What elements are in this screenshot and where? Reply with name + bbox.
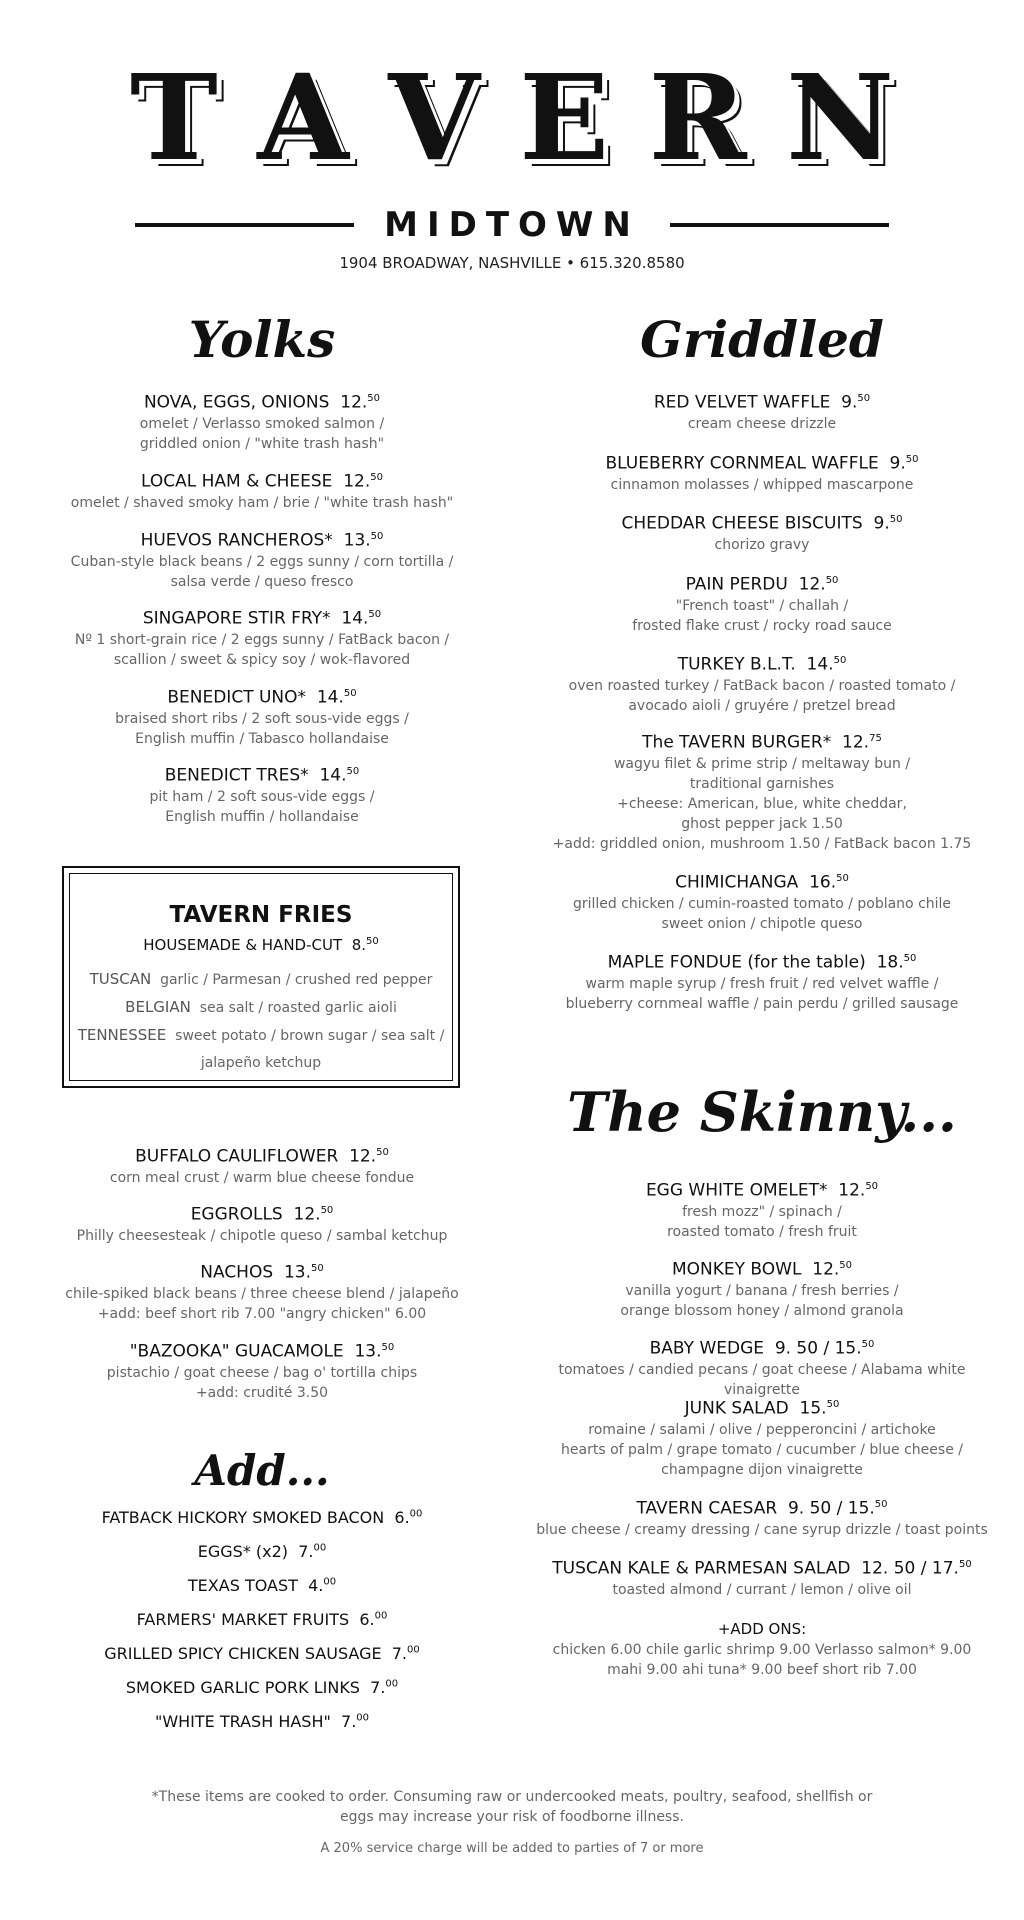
add-item <box>22 1712 502 1731</box>
item-description: +add: crudité 3.50 <box>195 1384 329 1401</box>
menu-item <box>522 1255 1002 1321</box>
item-name: BUFFALO CAULIFLOWER <box>135 1146 339 1167</box>
fries-extra-line: jalapeño ketchup <box>200 1055 322 1071</box>
item-description: griddled onion / "white trash hash" <box>139 435 385 452</box>
menu-item <box>22 604 502 670</box>
item-name: BABY WEDGE <box>649 1338 764 1359</box>
menu-item <box>522 728 1002 854</box>
item-price-cents: 75 <box>869 733 882 744</box>
item-name: CHIMICHANGA <box>675 872 799 893</box>
item-price: 9. <box>873 513 890 534</box>
item-price-cents: 50 <box>857 393 871 404</box>
menu-item <box>22 467 502 513</box>
item-price: 6. <box>394 1508 410 1527</box>
item-price-cents: 50 <box>865 1181 879 1192</box>
item-name: EGGROLLS <box>190 1204 283 1225</box>
item-description: Philly cheesesteak / chipotle queso / sambal ketchup <box>76 1227 448 1244</box>
menu-item <box>522 1334 1002 1400</box>
item-description: cream cheese drizzle <box>687 415 837 432</box>
item-description: orange blossom honey / almond granola <box>620 1302 904 1319</box>
item-price-cents: 00 <box>407 1644 420 1656</box>
item-description: cinnamon molasses / whipped mascarpone <box>610 476 914 493</box>
menu-item <box>22 1258 502 1324</box>
logo-letter: E <box>519 48 610 187</box>
item-description: Nº 1 short-grain rice / 2 eggs sunny / FatBack bacon / <box>74 631 450 648</box>
menu-item <box>22 683 502 749</box>
item-price: 12. <box>349 1146 377 1167</box>
add-item <box>22 1610 502 1629</box>
menu-item <box>522 1494 1002 1540</box>
item-name: MONKEY BOWL <box>671 1259 802 1280</box>
item-price-cents: 00 <box>409 1508 423 1520</box>
item-name: PAIN PERDU <box>685 574 788 595</box>
item-name: "BAZOOKA" GUACAMOLE <box>129 1341 344 1362</box>
item-price-cents: 50 <box>903 953 917 964</box>
item-name: NACHOS <box>200 1262 274 1283</box>
fries-style-name: BELGIAN <box>125 998 191 1016</box>
item-price-cents: 50 <box>833 655 847 666</box>
item-description: roasted tomato / fresh fruit <box>667 1223 857 1240</box>
restaurant-address: 1904 BROADWAY, NASHVILLE • 615.320.8580 <box>339 254 685 272</box>
item-price-cents: 50 <box>381 1342 395 1353</box>
menu-item <box>22 388 502 454</box>
menu-item <box>22 761 502 827</box>
item-price-cents: 50 <box>905 454 919 465</box>
item-price: 12. 50 / 17. <box>861 1558 959 1579</box>
item-price: 12. <box>798 574 826 595</box>
menu-item <box>22 1337 502 1403</box>
menu-item <box>22 1200 502 1246</box>
item-description: +add: beef short rib 7.00 "angry chicken" 6.00 <box>97 1305 427 1322</box>
item-price-cents: 50 <box>874 1499 888 1510</box>
addons-line: mahi 9.00 ahi tuna* 9.00 beef short rib 7.00 <box>607 1662 917 1678</box>
fries-style-desc: sweet potato / brown sugar / sea salt / <box>175 1028 445 1044</box>
item-price-cents: 50 <box>958 1559 972 1570</box>
item-price: 14. <box>341 608 369 629</box>
item-price: 9. 50 / 15. <box>787 1498 875 1519</box>
item-description: romaine / salami / olive / pepperoncini / artichoke <box>588 1421 936 1438</box>
item-description: chorizo gravy <box>714 536 810 553</box>
item-description: pistachio / goat cheese / bag o' tortilla chips <box>106 1364 418 1381</box>
item-description: champagne dijon vinaigrette <box>661 1461 863 1478</box>
item-price: 15. <box>799 1398 827 1419</box>
item-name: GRILLED SPICY CHICKEN SAUSAGE <box>104 1644 382 1663</box>
item-price-cents: 50 <box>836 873 849 884</box>
item-name: SMOKED GARLIC PORK LINKS <box>125 1678 360 1697</box>
logo-letter: R <box>648 48 747 187</box>
item-name: The TAVERN BURGER* <box>642 732 832 753</box>
item-price-cents: 50 <box>839 1260 853 1271</box>
item-price: 14. <box>806 654 834 675</box>
menu-item <box>522 509 1002 555</box>
item-price: 6. <box>359 1610 375 1629</box>
item-price-cents: 50 <box>889 514 903 525</box>
item-name: TURKEY B.L.T. <box>677 654 796 675</box>
item-price-cents: 00 <box>323 1576 337 1588</box>
item-name: EGGS* (x2) <box>197 1542 289 1561</box>
item-price-cents: 50 <box>368 609 382 620</box>
tavern-logo <box>0 48 1024 187</box>
item-price-cents: 50 <box>346 766 360 777</box>
item-price: 7. <box>341 1712 357 1731</box>
item-name: MAPLE FONDUE (for the table) <box>607 952 866 973</box>
addons-block <box>522 1618 1002 1680</box>
add-item <box>22 1644 502 1663</box>
fries-title: TAVERN FRIES <box>169 902 353 928</box>
item-description: blue cheese / creamy dressing / cane syrup drizzle / toast points <box>536 1521 988 1538</box>
logo-subtitle-row <box>135 205 889 245</box>
item-price-cents: 00 <box>385 1678 399 1690</box>
item-price-cents: 50 <box>861 1339 875 1350</box>
item-price: 13. <box>354 1341 382 1362</box>
item-description: avocado aioli / gruyére / pretzel bread <box>628 697 896 714</box>
item-description: vanilla yogurt / banana / fresh berries / <box>625 1282 899 1299</box>
item-name: BENEDICT UNO* <box>167 687 307 708</box>
item-description: chile-spiked black beans / three cheese blend / jalapeño <box>65 1285 459 1302</box>
logo-wordmark <box>130 48 894 187</box>
item-description: "French toast" / challah / <box>675 597 849 614</box>
menu-item <box>522 1176 1002 1242</box>
item-name: BLUEBERRY CORNMEAL WAFFLE <box>605 453 879 474</box>
divider-left <box>135 223 354 227</box>
item-price: 7. <box>391 1644 408 1663</box>
item-name: LOCAL HAM & CHEESE <box>140 471 333 492</box>
section-heading-skinny: The Skinny... <box>567 1080 957 1144</box>
addons-title: +ADD ONS: <box>717 1620 807 1638</box>
item-name: "WHITE TRASH HASH" <box>154 1712 331 1731</box>
menu-item <box>522 388 1002 434</box>
item-description: sweet onion / chipotle queso <box>661 915 863 932</box>
item-description: omelet / shaved smoky ham / brie / "white trash hash" <box>70 494 454 511</box>
item-description: grilled chicken / cumin-roasted tomato / poblano chile <box>572 895 952 912</box>
item-description: toasted almond / currant / lemon / olive oil <box>612 1581 912 1598</box>
item-name: EGG WHITE OMELET* <box>645 1180 828 1201</box>
item-description: pit ham / 2 soft sous-vide eggs / <box>149 788 375 805</box>
fries-style-desc: sea salt / roasted garlic aioli <box>199 1000 397 1016</box>
item-price-cents: 00 <box>374 1610 388 1622</box>
item-name: TUSCAN KALE & PARMESAN SALAD <box>552 1558 851 1579</box>
item-name: RED VELVET WAFFLE <box>653 392 831 413</box>
menu-item <box>22 526 502 592</box>
section-heading-yolks: Yolks <box>188 310 336 369</box>
menu-item <box>522 449 1002 495</box>
menu-item <box>522 1554 1002 1600</box>
item-name: SINGAPORE STIR FRY* <box>142 608 331 629</box>
item-price-cents: 50 <box>370 472 384 483</box>
item-price: 16. <box>809 872 837 893</box>
item-name: FATBACK HICKORY SMOKED BACON <box>101 1508 385 1527</box>
item-price-cents: 50 <box>343 688 357 699</box>
item-description: +add: griddled onion, mushroom 1.50 / FatBack bacon 1.75 <box>552 835 972 852</box>
item-price: 7. <box>370 1678 386 1697</box>
section-heading-add: Add... <box>194 1446 330 1495</box>
fries-price-cents: 50 <box>366 936 379 947</box>
item-price: 12. <box>343 471 371 492</box>
item-description: salsa verde / queso fresco <box>170 573 354 590</box>
item-name: BENEDICT TRES* <box>164 765 309 786</box>
menu-item <box>522 650 1002 716</box>
service-charge-note: A 20% service charge will be added to parties of 7 or more <box>320 1841 704 1856</box>
fries-subtitle: HOUSEMADE & HAND-CUT <box>143 936 343 954</box>
tavern-fries-box <box>62 866 460 1088</box>
item-description: English muffin / Tabasco hollandaise <box>135 730 389 747</box>
item-price: 4. <box>308 1576 324 1595</box>
fries-style-name: TUSCAN <box>89 970 152 988</box>
item-name: FARMERS' MARKET FRUITS <box>136 1610 350 1629</box>
divider-right <box>670 223 889 227</box>
fries-style-row <box>70 1026 452 1045</box>
item-price: 14. <box>319 765 347 786</box>
add-item <box>22 1542 502 1561</box>
menu-item <box>22 1142 502 1188</box>
item-price-cents: 50 <box>376 1147 389 1158</box>
item-price: 12. <box>812 1259 840 1280</box>
item-price-cents: 50 <box>825 575 839 586</box>
item-description: warm maple syrup / fresh fruit / red velvet waffle / <box>585 975 939 992</box>
addons-line: chicken 6.00 chile garlic shrimp 9.00 Verlasso salmon* 9.00 <box>552 1642 972 1658</box>
item-description: traditional garnishes <box>689 775 835 792</box>
item-name: TAVERN CAESAR <box>636 1498 778 1519</box>
item-price-cents: 50 <box>370 531 384 542</box>
item-description: English muffin / hollandaise <box>165 808 359 825</box>
item-description: +cheese: American, blue, white cheddar, <box>617 795 907 812</box>
item-description: omelet / Verlasso smoked salmon / <box>139 415 385 432</box>
tavern-fries-inner-border <box>69 873 453 1081</box>
item-price-cents: 00 <box>313 1542 327 1554</box>
item-price: 18. <box>876 952 904 973</box>
menu-item <box>522 868 1002 934</box>
item-price: 7. <box>298 1542 314 1561</box>
item-description: scallion / sweet & spicy soy / wok-flavored <box>113 651 411 668</box>
item-description: wagyu filet & prime strip / meltaway bun / <box>613 755 911 772</box>
item-description: corn meal crust / warm blue cheese fondue <box>109 1169 415 1186</box>
section-heading-griddled: Griddled <box>640 310 884 369</box>
item-price: 9. <box>841 392 858 413</box>
fries-price: 8. <box>351 936 366 954</box>
item-price: 9. <box>889 453 906 474</box>
item-description: fresh mozz" / spinach / <box>682 1203 842 1220</box>
fries-style-row <box>70 970 452 989</box>
item-name: NOVA, EGGS, ONIONS <box>143 392 330 413</box>
fries-style-row <box>70 998 452 1017</box>
item-price: 14. <box>316 687 344 708</box>
fries-style-name: TENNESSEE <box>77 1026 167 1044</box>
item-name: CHEDDAR CHEESE BISCUITS <box>621 513 863 534</box>
item-description: frosted flake crust / rocky road sauce <box>632 617 892 634</box>
item-price-cents: 50 <box>320 1205 334 1216</box>
item-description: oven roasted turkey / FatBack bacon / roasted tomato / <box>568 677 956 694</box>
item-name: TEXAS TOAST <box>187 1576 298 1595</box>
menu-item <box>522 1394 1002 1480</box>
item-price: 12. <box>340 392 368 413</box>
item-price-cents: 50 <box>311 1263 324 1274</box>
logo-letter: V <box>388 48 480 187</box>
logo-subtitle: MIDTOWN <box>384 205 640 245</box>
allergy-footnote: *These items are cooked to order. Consuming raw or undercooked meats, poultry, seafood, shellfish or eggs may increase your risk of foodborne illness. <box>151 1789 873 1825</box>
item-description: blueberry cornmeal waffle / pain perdu / grilled sausage <box>565 995 959 1012</box>
item-name: JUNK SALAD <box>684 1398 789 1419</box>
add-item <box>22 1508 502 1527</box>
item-description: hearts of palm / grape tomato / cucumber / blue cheese / <box>561 1441 963 1458</box>
item-name: HUEVOS RANCHEROS* <box>140 530 333 551</box>
item-price: 12. <box>842 732 870 753</box>
item-price-cents: 50 <box>367 393 381 404</box>
logo-letter: N <box>786 48 894 187</box>
fries-style-desc: garlic / Parmesan / crushed red pepper <box>160 972 433 988</box>
item-price: 13. <box>283 1262 311 1283</box>
add-item <box>22 1576 502 1595</box>
item-description: tomatoes / candied pecans / goat cheese / Alabama white vinaigrette <box>558 1361 966 1398</box>
menu-item <box>522 570 1002 636</box>
logo-letter: T <box>130 48 218 187</box>
logo-letter: A <box>257 48 349 187</box>
menu-item <box>522 948 1002 1014</box>
item-price: 12. <box>293 1204 321 1225</box>
item-price: 9. 50 / 15. <box>774 1338 862 1359</box>
item-price-cents: 00 <box>356 1712 370 1724</box>
item-description: Cuban-style black beans / 2 eggs sunny / corn tortilla / <box>70 553 454 570</box>
item-price: 13. <box>343 530 371 551</box>
add-item <box>22 1678 502 1697</box>
item-price-cents: 50 <box>826 1399 840 1410</box>
item-description: braised short ribs / 2 soft sous-vide eggs / <box>115 710 409 727</box>
item-description: ghost pepper jack 1.50 <box>681 815 843 832</box>
item-price: 12. <box>838 1180 866 1201</box>
